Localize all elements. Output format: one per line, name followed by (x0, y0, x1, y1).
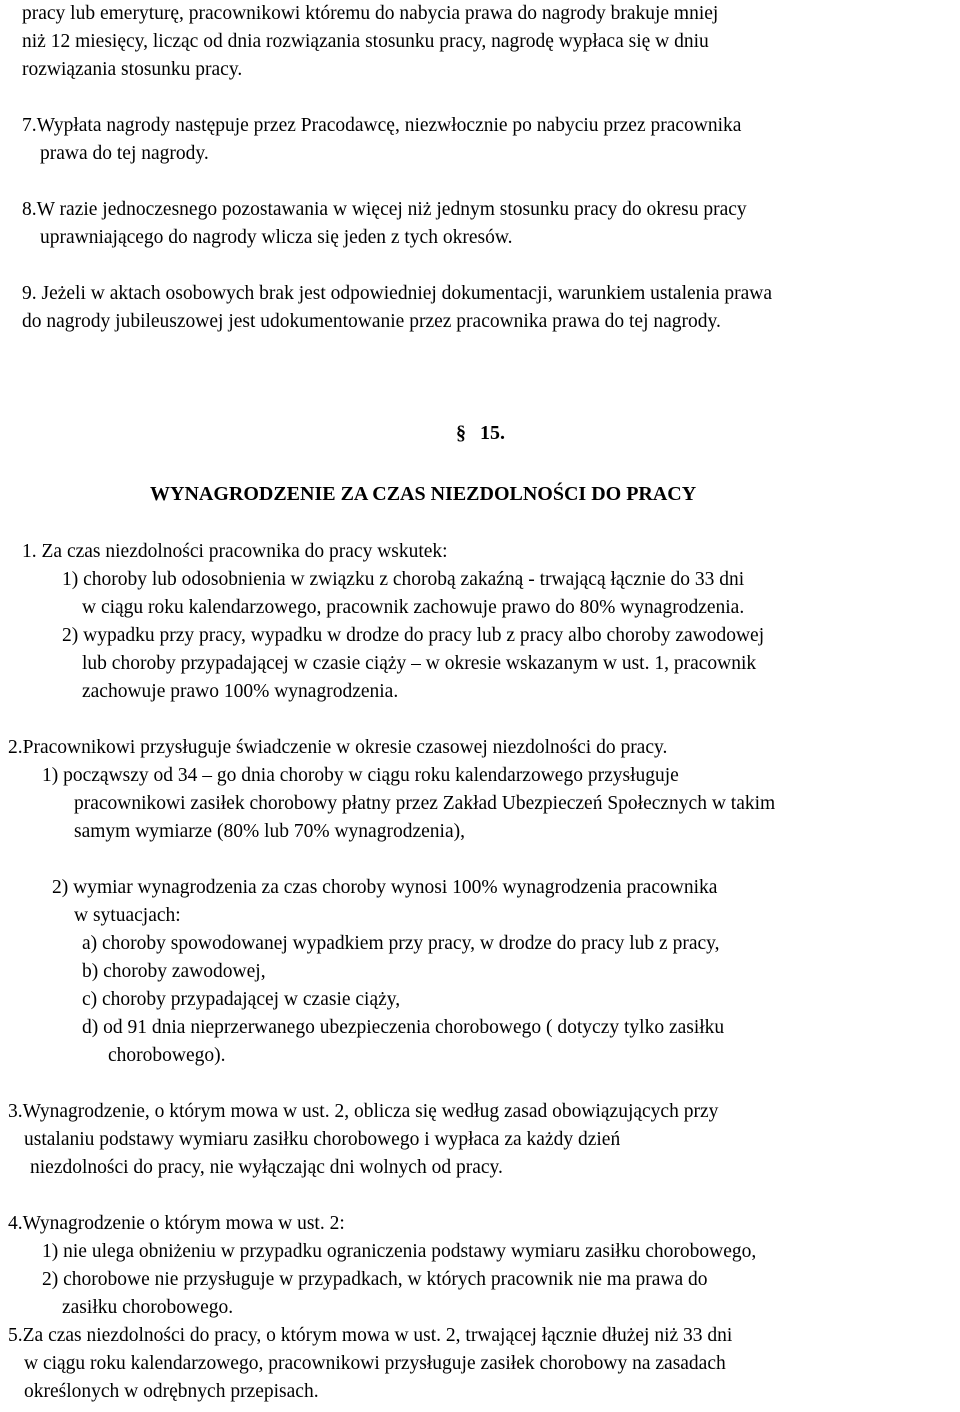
sub-2-line-4: samym wymiarze (80% lub 70% wynagrodzenia), (74, 821, 465, 842)
sub-5-line-2: w ciągu roku kalendarzowego, pracownikowi przysługuje zasiłek chorobowy na zasadach (24, 1353, 726, 1374)
sub-4-line-2: 1) nie ulega obniżeniu w przypadku ograniczenia podstawy wymiaru zasiłku chorobowego, (42, 1241, 757, 1262)
sub-1-line-5: lub choroby przypadającej w czasie ciąży – w okresie wskazanym w ust. 1, pracownik (82, 653, 757, 674)
section-title: WYNAGRODZENIE ZA CZAS NIEZDOLNOŚCI DO PRACY (150, 483, 697, 505)
sub-1-line-2: 1) choroby lub odosobnienia w związku z chorobą zakaźną - trwającą łącznie do 33 dni (62, 569, 745, 590)
sub-1-line-1: 1. Za czas niezdolności pracownika do pracy wskutek: (22, 541, 448, 562)
section-sign-icon: § (456, 422, 466, 444)
section-number-text: 15. (480, 422, 505, 444)
sub-2-line-6: w sytuacjach: (74, 905, 181, 926)
sub-2-line-2: 1) począwszy od 34 – go dnia choroby w ciągu roku kalendarzowego przysługuje (42, 765, 679, 786)
point-9-line-2: do nagrody jubileuszowej jest udokumentowanie przez pracownika prawa do tej nagrody. (22, 311, 721, 332)
point-7-line-1: 7.Wypłata nagrody następuje przez Pracodawcę, niezwłocznie po nabyciu przez pracownika (22, 115, 742, 136)
sub-3-line-3: niezdolności do pracy, nie wyłączając dni wolnych od pracy. (30, 1157, 503, 1178)
sub-2-line-10: d) od 91 dnia nieprzerwanego ubezpieczenia chorobowego ( dotyczy tylko zasiłku (82, 1017, 725, 1038)
sub-2-line-8: b) choroby zawodowej, (82, 961, 266, 982)
sub-2-line-1: 2.Pracownikowi przysługuje świadczenie w okresie czasowej niezdolności do pracy. (8, 737, 668, 758)
sub-2-line-3: pracownikowi zasiłek chorobowy płatny przez Zakład Ubezpieczeń Społecznych w takim (74, 793, 776, 814)
sub-2-line-5: 2) wymiar wynagrodzenia za czas choroby wynosi 100% wynagrodzenia pracownika (52, 877, 718, 898)
sub-1-line-4: 2) wypadku przy pracy, wypadku w drodze do pracy lub z pracy albo choroby zawodowej (62, 625, 765, 646)
sub-1-line-3: w ciągu roku kalendarzowego, pracownik zachowuje prawo do 80% wynagrodzenia. (82, 597, 745, 618)
sub-5-line-3: określonych w odrębnych przepisach. (24, 1381, 319, 1402)
intro-line-3: rozwiązania stosunku pracy. (22, 59, 243, 80)
intro-line-2: niż 12 miesięcy, licząc od dnia rozwiązania stosunku pracy, nagrodę wypłaca się w dniu (22, 31, 709, 52)
sub-2-line-9: c) choroby przypadającej w czasie ciąży, (82, 989, 401, 1010)
sub-2-line-7: a) choroby spowodowanej wypadkiem przy pracy, w drodze do pracy lub z pracy, (82, 933, 720, 954)
section-number (456, 421, 505, 445)
sub-1-line-6: zachowuje prawo 100% wynagrodzenia. (82, 681, 399, 702)
sub-4-line-1: 4.Wynagrodzenie o którym mowa w ust. 2: (8, 1213, 345, 1234)
point-8-line-1: 8.W razie jednoczesnego pozostawania w więcej niż jednym stosunku pracy do okresu pracy (22, 199, 747, 220)
sub-3-line-1: 3.Wynagrodzenie, o którym mowa w ust. 2, oblicza się według zasad obowiązujących przy (8, 1101, 719, 1122)
point-8-line-2: uprawniającego do nagrody wlicza się jeden z tych okresów. (40, 227, 513, 248)
point-9-line-1: 9. Jeżeli w aktach osobowych brak jest odpowiedniej dokumentacji, warunkiem ustalenia prawa (22, 283, 772, 304)
sub-5-line-1: 5.Za czas niezdolności do pracy, o którym mowa w ust. 2, trwającej łącznie dłużej niż 33 dni (8, 1325, 733, 1346)
sub-2-line-11: chorobowego). (108, 1045, 226, 1066)
sub-4-line-3: 2) chorobowe nie przysługuje w przypadkach, w których pracownik nie ma prawa do (42, 1269, 708, 1290)
sub-3-line-2: ustalaniu podstawy wymiaru zasiłku chorobowego i wypłaca za każdy dzień (24, 1129, 621, 1150)
point-7-line-2: prawa do tej nagrody. (40, 143, 209, 164)
sub-4-line-4: zasiłku chorobowego. (62, 1297, 234, 1318)
intro-line-1: pracy lub emeryturę, pracownikowi któremu do nabycia prawa do nagrody brakuje mniej (22, 3, 719, 24)
